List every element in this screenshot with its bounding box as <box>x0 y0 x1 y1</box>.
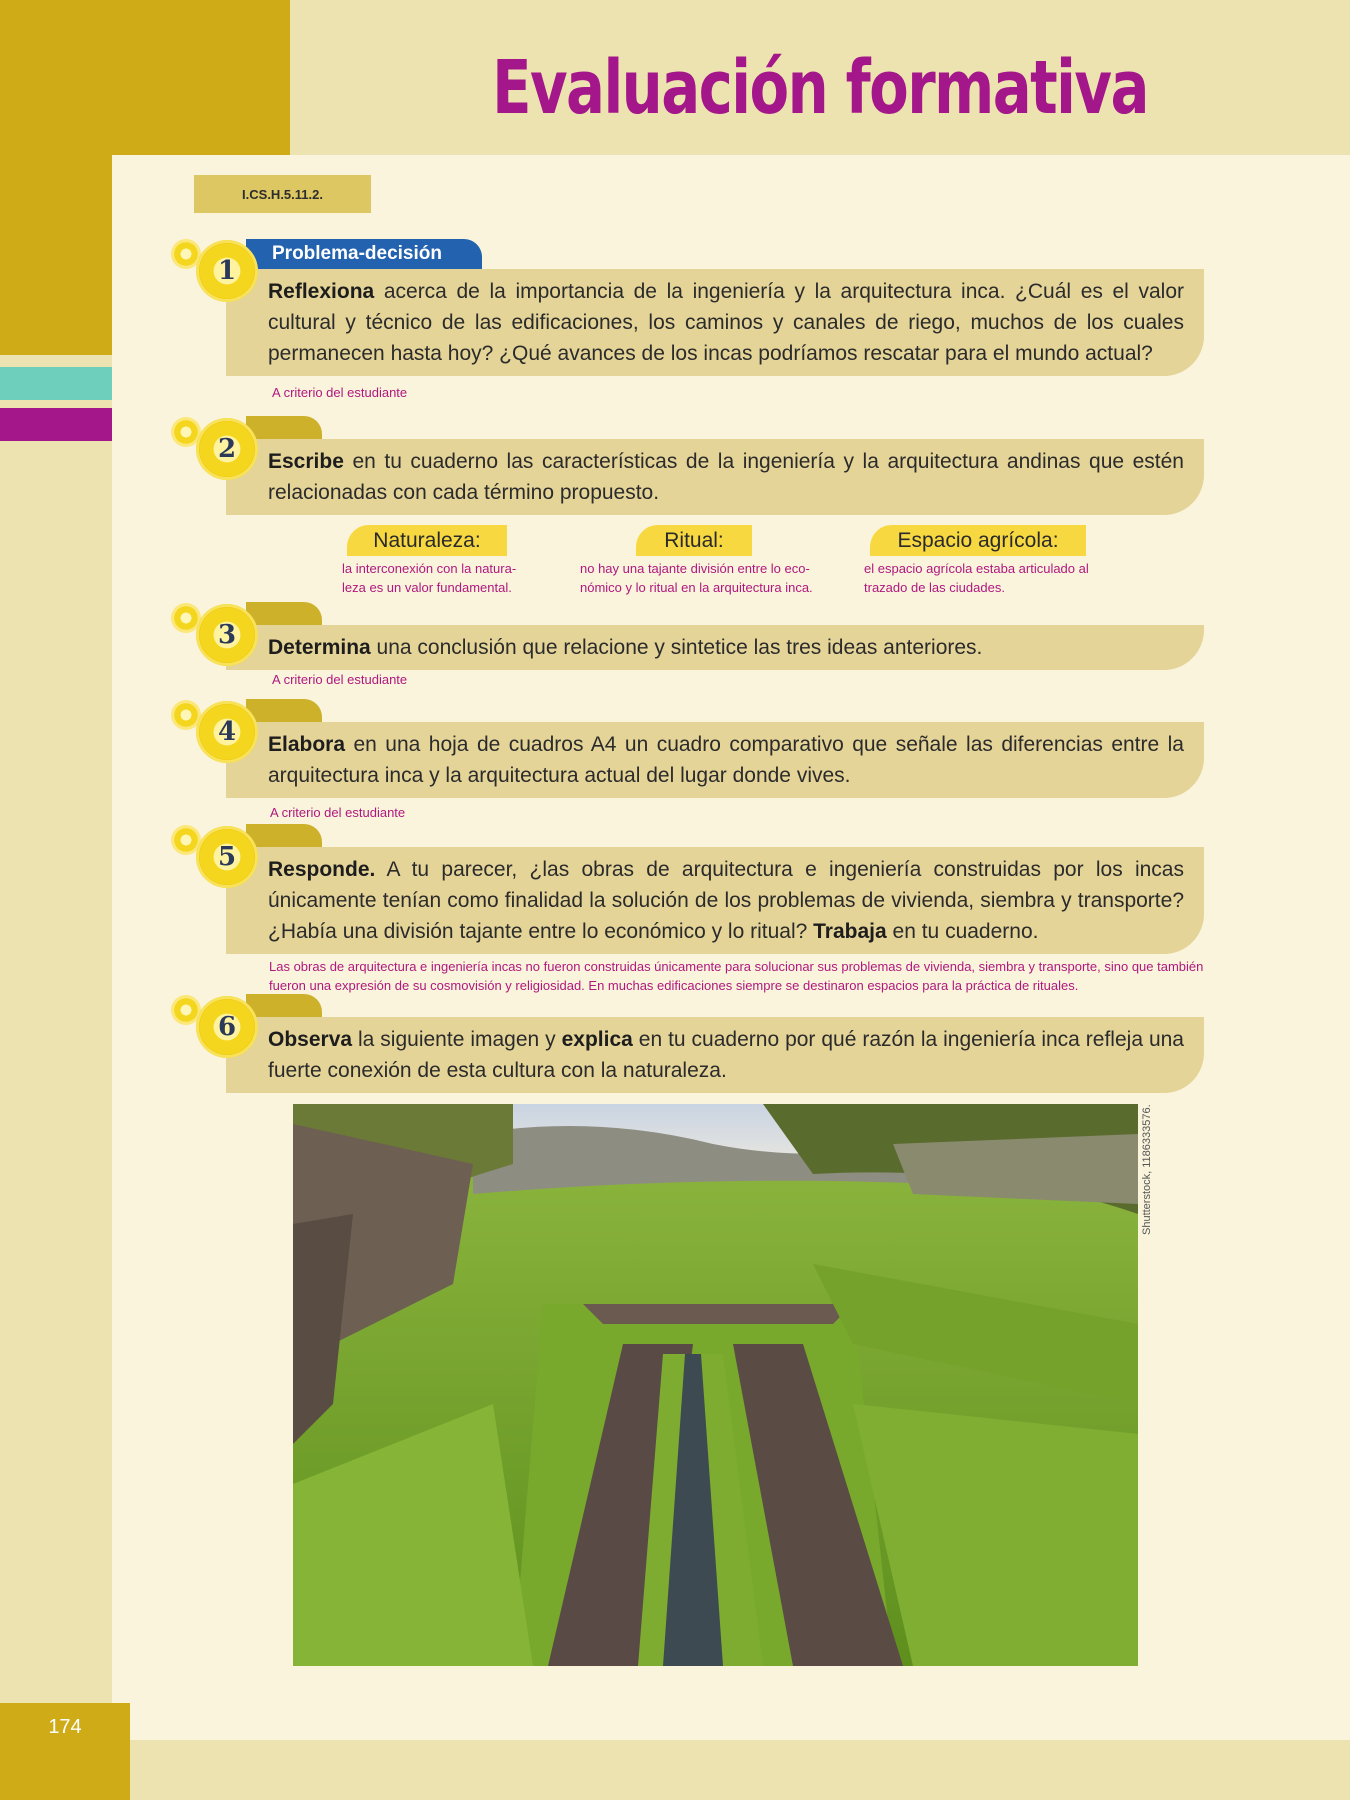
question-verb: Reflexiona <box>268 280 375 303</box>
question-verb-2: Trabaja <box>813 920 887 943</box>
question-5 <box>226 847 1204 954</box>
question-3 <box>226 625 1204 670</box>
indicator-code: I.CS.H.5.11.2. <box>194 175 371 213</box>
question-text: la siguiente imagen y <box>352 1028 562 1051</box>
question-text-2: en tu cuaderno por qué razón la ingeniería inca refleja una fuerte conexión de esta cultura con la naturaleza. <box>268 1028 1184 1082</box>
footer-bar <box>0 1740 1350 1800</box>
question-number-2: 2 <box>196 418 258 480</box>
answer-naturaleza: la interconexión con la natura- leza es un valor fundamental. <box>342 561 517 595</box>
question-number-3: 3 <box>196 604 258 666</box>
answer-ritual: no hay una tajante división entre lo eco- nómico y lo ritual en la arquitectura inca. <box>580 561 813 595</box>
inca-terraces-illustration <box>293 1104 1138 1666</box>
question-verb: Escribe <box>268 450 344 473</box>
question-text: A tu parecer, ¿las obras de arquitectura e ingeniería construidas por los incas únicamente tenían como finalidad la solución de los problemas de vivienda, siembra y transporte? ¿Había una división tajante entre lo económico y lo ritual? <box>268 858 1184 943</box>
question-verb: Responde. <box>268 858 376 881</box>
magenta-stripe <box>0 408 112 441</box>
answer-5: Las obras de arquitectura e ingeniería incas no fueron construidas únicamente para solucionar sus problemas de vivienda, siembra y transporte, sino que también fueron una expresión de su cosmovisión y religiosidad. En muchas edificaciones siempre se destinaron espacios para la práctica de rituales. <box>269 959 1204 993</box>
answer-3: A criterio del estudiante <box>272 672 408 687</box>
question-verb: Observa <box>268 1028 353 1051</box>
term-ritual: Ritual: <box>636 525 752 556</box>
section-tab-problema-decision: Problema-decisión <box>246 239 482 269</box>
page-number: 174 <box>48 1716 82 1738</box>
question-text: una conclusión que relacione y sintetice las tres ideas anteriores. <box>370 636 983 659</box>
question-verb: Determina <box>268 636 371 659</box>
question-verb-2: explica <box>561 1028 633 1051</box>
teal-stripe <box>0 367 112 400</box>
answer-espacio-agricola: el espacio agrícola estaba articulado al trazado de las ciudades. <box>864 561 1089 595</box>
question-number-1: 1 <box>196 240 258 302</box>
answer-1: A criterio del estudiante <box>272 385 408 400</box>
question-6 <box>226 1017 1204 1093</box>
inca-terraces-photo <box>293 1104 1138 1666</box>
question-1 <box>226 269 1204 376</box>
question-4 <box>226 722 1204 798</box>
question-number-4: 4 <box>196 701 258 763</box>
question-verb: Elabora <box>268 733 346 756</box>
term-naturaleza: Naturaleza: <box>347 525 507 556</box>
question-text-2: en tu cuaderno. <box>886 920 1039 943</box>
question-2 <box>226 439 1204 515</box>
photo-credit: Shutterstock, 1186333576. <box>1141 1104 1153 1235</box>
question-text: en una hoja de cuadros A4 un cuadro comparativo que señale las diferencias entre la arquitectura inca y la arquitectura actual del lugar donde vives. <box>268 733 1184 787</box>
term-espacio-agricola: Espacio agrícola: <box>870 525 1086 556</box>
question-number-5: 5 <box>196 826 258 888</box>
question-text: acerca de la importancia de la ingeniería y la arquitectura inca. ¿Cuál es el valor cultural y técnico de las edificaciones, los caminos y canales de riego, muchos de los cuales permanecen hasta hoy? ¿Qué avances de los incas podríamos rescatar para el mundo actual? <box>268 280 1184 365</box>
question-number-6: 6 <box>196 996 258 1058</box>
page-title: Evaluación formativa <box>492 45 1148 131</box>
question-text: en tu cuaderno las características de la ingeniería y la arquitectura andinas que estén relacionadas con cada término propuesto. <box>268 450 1184 504</box>
answer-4: A criterio del estudiante <box>270 805 406 820</box>
